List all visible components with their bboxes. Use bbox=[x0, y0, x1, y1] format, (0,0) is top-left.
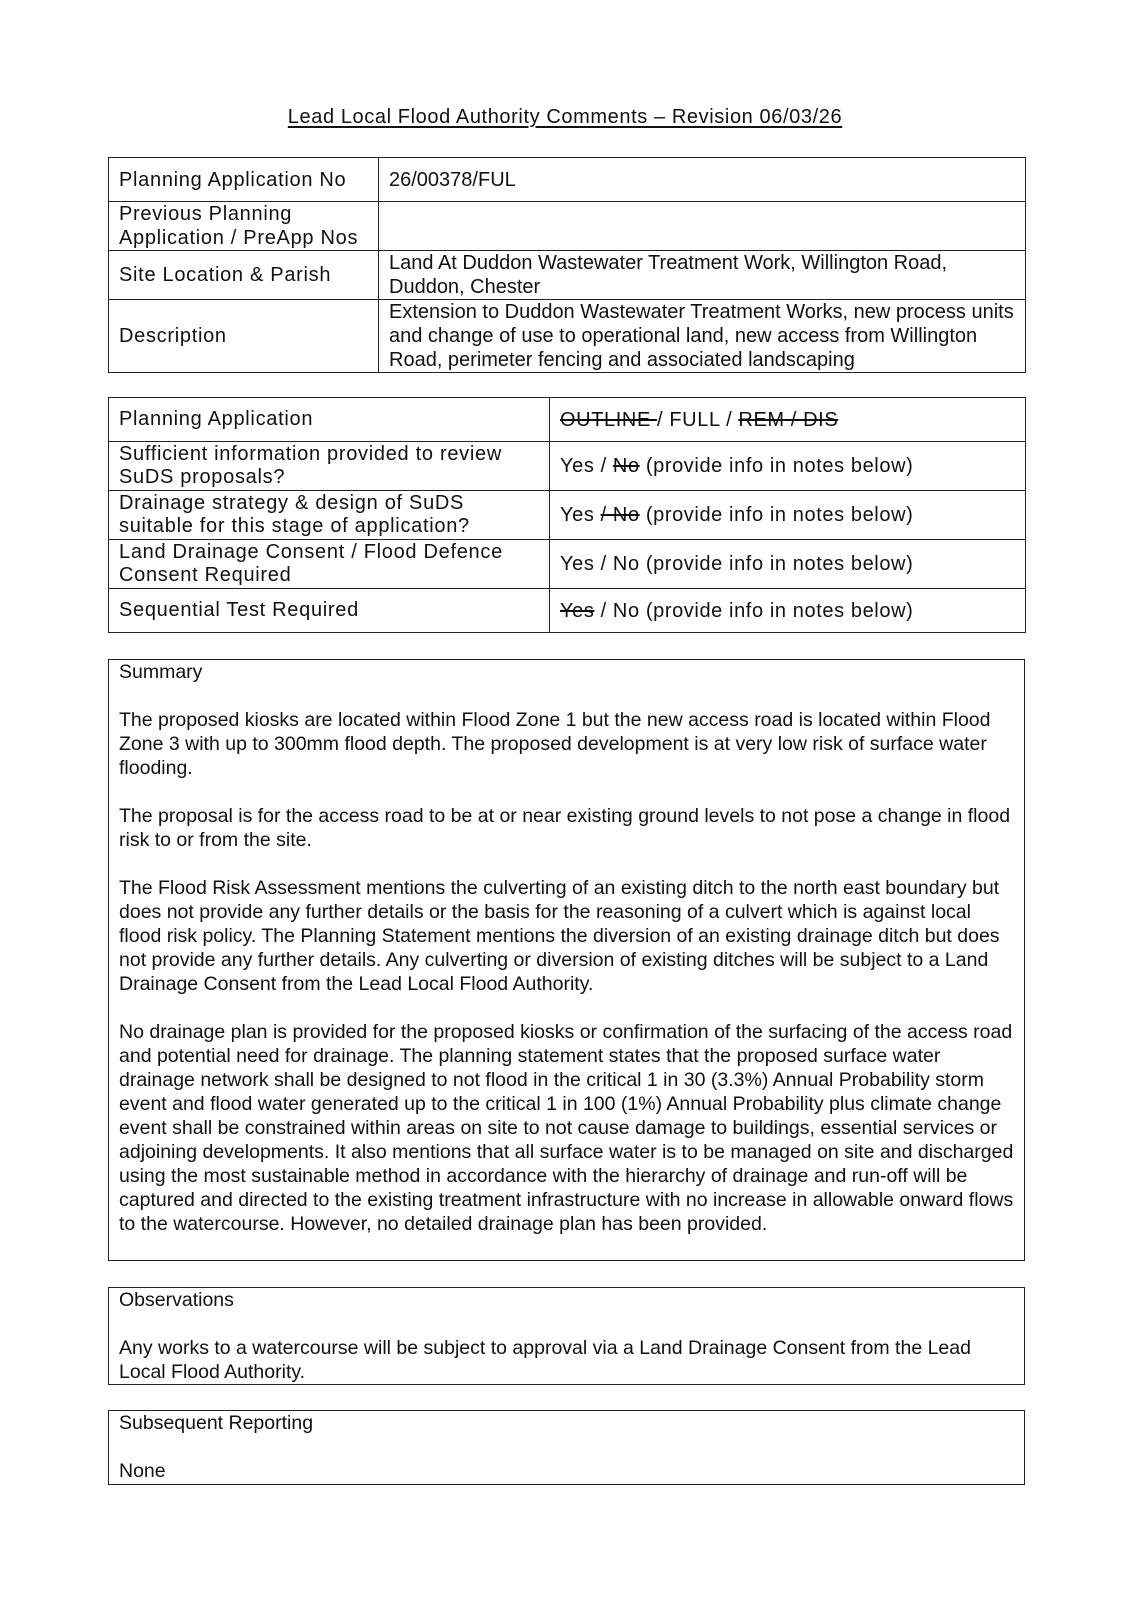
drainage-strategy-answer bbox=[550, 491, 1026, 540]
summary-paragraph: No drainage plan is provided for the proposed kiosks or confirmation of the surfacing of the access road and potential need for drainage. The planning statement states that the proposed surface water drainage network shall be designed to not flood in the critical 1 in 30 (3.3%) Annual Probability storm event and flood water generated up to the critical 1 in 100 (1%) Annual Probability plus climate change event shall be constrained within areas on site to not cause damage to buildings, essential services or adjoining developments. It also mentions that all surface water is to be managed on site and discharged using the most sustainable method in accordance with the hierarchy of drainage and run-off will be captured and directed to the existing treatment infrastructure with no increase in allowable onward flows to the watercourse. However, no detailed drainage plan has been provided. bbox=[119, 1021, 1014, 1235]
table-row bbox=[109, 589, 1026, 633]
table-row bbox=[109, 300, 1026, 373]
table-row bbox=[109, 442, 1026, 491]
planning-application-label: Planning Application bbox=[109, 398, 550, 442]
site-location-value: Land At Duddon Wastewater Treatment Work, Willington Road, Duddon, Chester bbox=[379, 251, 1026, 300]
table-row bbox=[109, 398, 1026, 442]
sufficient-info-answer bbox=[550, 442, 1026, 491]
planning-application-options bbox=[550, 398, 1026, 442]
observations-section bbox=[108, 1287, 1025, 1385]
application-number-value: 26/00378/FUL bbox=[379, 158, 1026, 202]
document-title bbox=[0, 106, 1130, 129]
previous-application-label: Previous Planning Application / PreApp Nos bbox=[109, 202, 379, 251]
previous-application-value bbox=[379, 202, 1026, 251]
site-location-label: Site Location & Parish bbox=[109, 251, 379, 300]
table-row bbox=[109, 491, 1026, 540]
option-rem-dis-struck: REM / DIS bbox=[738, 408, 839, 431]
subsequent-reporting-text: None bbox=[119, 1460, 166, 1482]
summary-heading: Summary bbox=[119, 661, 203, 683]
sufficient-info-label: Sufficient information provided to review SuDS proposals? bbox=[109, 442, 550, 491]
answer-note: (provide info in notes below) bbox=[639, 455, 914, 477]
answer-yes: Yes / bbox=[560, 455, 613, 477]
sequential-test-label: Sequential Test Required bbox=[109, 589, 550, 633]
answer-yes: Yes bbox=[560, 504, 601, 526]
option-outline-struck: OUTLINE bbox=[560, 408, 658, 431]
subsequent-reporting-heading: Subsequent Reporting bbox=[119, 1412, 314, 1434]
description-value: Extension to Duddon Wastewater Treatment Works, new process units and change of use to operational land, new access from Willington Road, perimeter fencing and associated landscaping bbox=[379, 300, 1026, 373]
description-label: Description bbox=[109, 300, 379, 373]
subsequent-reporting-section bbox=[108, 1410, 1025, 1485]
summary-paragraph: The Flood Risk Assessment mentions the culverting of an existing ditch to the north east boundary but does not provide any further details or the basis for the reasoning of a culvert which is against local flood risk policy. The Planning Statement mentions the diversion of an existing drainage ditch but does not provide any further details. Any culverting or diversion of existing ditches will be subject to a Land Drainage Consent from the Lead Local Flood Authority. bbox=[119, 877, 1000, 995]
summary-paragraph: The proposed kiosks are located within Flood Zone 1 but the new access road is located within Flood Zone 3 with up to 300mm flood depth. The proposed development is at very low risk of surface water flooding. bbox=[119, 709, 991, 779]
summary-paragraph: The proposal is for the access road to be at or near existing ground levels to not pose a change in flood risk to or from the site. bbox=[119, 805, 1011, 851]
answer-no-struck: / No bbox=[600, 504, 640, 526]
table-row bbox=[109, 202, 1026, 251]
answer-note: / No (provide info in notes below) bbox=[594, 599, 914, 622]
answer-note: (provide info in notes below) bbox=[639, 504, 914, 526]
sequential-test-answer bbox=[550, 589, 1026, 633]
application-details-table bbox=[108, 157, 1026, 373]
option-full: / FULL / bbox=[657, 408, 739, 431]
drainage-strategy-label: Drainage strategy & design of SuDS suitable for this stage of application? bbox=[109, 491, 550, 540]
observations-heading: Observations bbox=[119, 1289, 234, 1311]
table-row bbox=[109, 540, 1026, 589]
table-row bbox=[109, 251, 1026, 300]
answer-yes-struck: Yes bbox=[560, 599, 595, 622]
assessment-table bbox=[108, 397, 1026, 633]
document-title-text: Lead Local Flood Authority Comments – Revision 06/03/26 bbox=[287, 106, 843, 128]
table-row bbox=[109, 158, 1026, 202]
summary-section bbox=[108, 659, 1025, 1261]
land-drainage-label: Land Drainage Consent / Flood Defence Consent Required bbox=[109, 540, 550, 589]
land-drainage-answer: Yes / No (provide info in notes below) bbox=[550, 540, 1026, 589]
application-number-label: Planning Application No bbox=[109, 158, 379, 202]
answer-no-struck: No bbox=[612, 455, 640, 477]
observations-text: Any works to a watercourse will be subject to approval via a Land Drainage Consent from the Lead Local Flood Authority. bbox=[119, 1337, 971, 1383]
